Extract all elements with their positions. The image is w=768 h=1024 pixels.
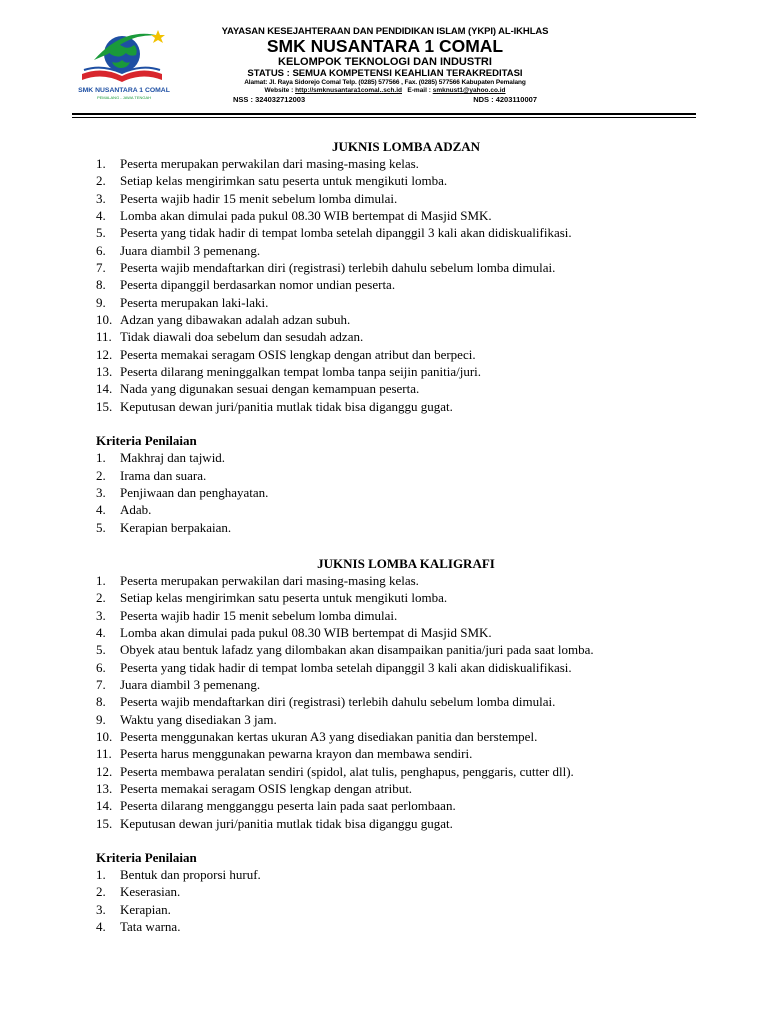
list-item-text: Peserta yang tidak hadir di tempat lomba setelah dipanggil 3 kali akan didiskualifikasi. — [120, 225, 572, 241]
list-item-number: 9. — [96, 711, 106, 727]
list-item-text: Juara diambil 3 pemenang. — [120, 242, 261, 258]
list-item-number: 3. — [96, 901, 106, 917]
list-item — [96, 449, 716, 466]
list-item-text: Peserta wajib hadir 15 menit sebelum lomba dimulai. — [120, 607, 398, 623]
school-name: SMK NUSANTARA 1 COMAL — [266, 36, 504, 56]
list-item — [96, 901, 716, 918]
list-item-text: Keputusan dewan juri/panitia mutlak tidak bisa diganggu gugat. — [120, 398, 453, 414]
list-item-number: 1. — [96, 867, 106, 883]
list-item-number: 3. — [96, 607, 106, 623]
list-item-text: Peserta harus menggunakan pewarna krayon dan membawa sendiri. — [120, 746, 473, 762]
email-label: E-mail : — [402, 87, 433, 94]
list-item — [96, 484, 716, 501]
logo-text: SMK NUSANTARA 1 COMAL — [78, 87, 170, 94]
list-item-text: Bentuk dan proporsi huruf. — [120, 867, 261, 883]
list-item-number: 8. — [96, 694, 106, 710]
list-item — [96, 207, 716, 224]
letterhead-rule-thin — [72, 117, 696, 118]
list-item-number: 3. — [96, 484, 106, 500]
list-item — [96, 866, 716, 883]
adzan-title: JUKNIS LOMBA ADZAN — [331, 139, 481, 154]
star-icon — [151, 30, 165, 43]
list-item-number: 2. — [96, 590, 106, 606]
list-item-text: Peserta dipanggil berdasarkan nomor undian peserta. — [120, 277, 396, 293]
list-item-number: 1. — [96, 572, 106, 588]
list-item-number: 13. — [96, 364, 113, 380]
letterhead — [175, 26, 595, 104]
list-item-number: 12. — [96, 763, 113, 779]
list-item-text: Penjiwaan dan penghayatan. — [120, 484, 269, 500]
letterhead-rule-thick — [72, 113, 696, 115]
list-item-text: Keputusan dewan juri/panitia mutlak tidak bisa diganggu gugat. — [120, 815, 453, 831]
list-item — [96, 624, 716, 641]
list-item-text: Tidak diawali doa sebelum dan sesudah adzan. — [120, 329, 364, 345]
list-item — [96, 745, 716, 762]
list-item-text: Lomba akan dimulai pada pukul 08.30 WIB bertempat di Masjid SMK. — [120, 624, 492, 640]
list-item-number: 4. — [96, 919, 106, 935]
list-item-text: Peserta wajib hadir 15 menit sebelum lomba dimulai. — [120, 190, 398, 206]
list-item — [96, 398, 716, 415]
list-item-number: 15. — [96, 815, 113, 831]
adzan-criteria-title: Kriteria Penilaian — [96, 433, 197, 449]
list-item-number: 6. — [96, 242, 106, 258]
list-item — [96, 224, 716, 241]
list-item-text: Irama dan suara. — [120, 467, 207, 483]
logo-subtext: PEMALANG - JAWA TENGAH — [96, 95, 152, 100]
list-item-text: Peserta memakai seragam OSIS lengkap dengan atribut dan berpeci. — [120, 346, 476, 362]
list-item-number: 4. — [96, 624, 106, 640]
list-item-text: Obyek atau bentuk lafadz yang dilombakan akan disampaikan panitia/juri pada saat lomba. — [120, 642, 594, 658]
accreditation-status: STATUS : SEMUA KOMPETENSI KEAHLIAN TERAKREDITASI — [247, 68, 523, 79]
list-item-number: 11. — [96, 329, 112, 345]
adzan-rules-list — [96, 155, 716, 415]
list-item-number: 2. — [96, 173, 106, 189]
list-item-number: 5. — [96, 519, 106, 535]
list-item-text: Peserta dilarang meninggalkan tempat lomba tanpa seijin panitia/juri. — [120, 364, 482, 380]
school-logo — [72, 24, 176, 104]
list-item-number: 4. — [96, 502, 106, 518]
website-label: Website : — [264, 87, 296, 94]
nss-number: NSS : 324032712003 — [233, 95, 306, 104]
list-item-number: 4. — [96, 208, 106, 224]
list-item-text: Peserta merupakan perwakilan dari masing-masing kelas. — [120, 156, 419, 171]
school-group: KELOMPOK TEKNOLOGI DAN INDUSTRI — [278, 56, 492, 68]
list-item — [96, 728, 716, 745]
list-item — [96, 711, 716, 728]
list-item-text: Waktu yang disediakan 3 jam. — [120, 711, 277, 727]
list-item-number: 14. — [96, 798, 113, 814]
list-item-text: Nada yang digunakan sesuai dengan kemampuan peserta. — [120, 381, 420, 397]
list-item — [96, 641, 716, 658]
list-item-number: 11. — [96, 746, 112, 762]
list-item — [96, 659, 716, 676]
list-item — [96, 380, 716, 397]
list-item-text: Peserta membawa peralatan sendiri (spidol, alat tulis, penghapus, penggaris, cutter dll). — [120, 763, 574, 779]
kaligrafi-criteria-list — [96, 866, 716, 935]
foundation-name: YAYASAN KESEJAHTERAAN DAN PENDIDIKAN ISLAM (YKPI) AL-IKHLAS — [221, 26, 549, 37]
list-item-text: Peserta yang tidak hadir di tempat lomba setelah dipanggil 3 kali akan didiskualifikasi. — [120, 659, 572, 675]
school-address: Alamat: Jl. Raya Sidorejo Comal Telp. (0285) 577566 , Fax. (0285) 577566 Kabupaten Pemalang — [244, 79, 526, 86]
list-item-number: 7. — [96, 676, 106, 692]
nds-number: NDS : 4203110007 — [473, 95, 537, 104]
list-item-text: Keserasian. — [120, 884, 181, 900]
list-item-number: 14. — [96, 381, 113, 397]
list-item-text: Peserta dilarang mengganggu peserta lain pada saat perlombaan. — [120, 798, 456, 814]
list-item-number: 6. — [96, 659, 106, 675]
list-item-number: 8. — [96, 277, 106, 293]
list-item-text: Peserta merupakan perwakilan dari masing-masing kelas. — [120, 572, 419, 588]
list-item-text: Makhraj dan tajwid. — [120, 450, 226, 466]
list-item-number: 12. — [96, 346, 113, 362]
list-item-text: Setiap kelas mengirimkan satu peserta untuk mengikuti lomba. — [120, 173, 448, 189]
list-item — [96, 172, 716, 189]
list-item — [96, 311, 716, 328]
list-item — [96, 589, 716, 606]
list-item-number: 5. — [96, 642, 106, 658]
kaligrafi-rules-list — [96, 572, 716, 832]
list-item-number: 10. — [96, 728, 113, 744]
list-item-number: 13. — [96, 781, 113, 796]
kaligrafi-title: JUKNIS LOMBA KALIGRAFI — [317, 555, 495, 571]
list-item-text: Peserta menggunakan kertas ukuran A3 yang disediakan panitia dan berstempel. — [120, 728, 538, 744]
list-item-text: Adab. — [120, 502, 152, 518]
list-item — [96, 363, 716, 380]
list-item — [96, 259, 716, 276]
list-item — [96, 294, 716, 311]
adzan-criteria-list — [96, 449, 716, 536]
list-item-number: 1. — [96, 450, 106, 466]
list-item — [96, 815, 716, 832]
list-item-text: Tata warna. — [120, 919, 181, 935]
list-item-text: Peserta wajib mendaftarkan diri (registrasi) terlebih dahulu sebelum lomba dimulai. — [120, 260, 556, 276]
list-item-number: 9. — [96, 294, 106, 310]
list-item — [96, 607, 716, 624]
list-item-number: 10. — [96, 312, 113, 328]
list-item-number: 2. — [96, 467, 106, 483]
list-item-text: Kerapian berpakaian. — [120, 519, 232, 535]
list-item-number: 3. — [96, 190, 106, 206]
list-item — [96, 328, 716, 345]
list-item — [96, 693, 716, 710]
list-item-text: Adzan yang dibawakan adalah adzan subuh. — [120, 312, 351, 328]
website-link[interactable]: http://smknusantara1comal..sch.id — [295, 87, 402, 94]
list-item-number: 5. — [96, 225, 106, 241]
list-item-number: 7. — [96, 260, 106, 276]
list-item — [96, 467, 716, 484]
list-item — [96, 797, 716, 814]
list-item-number: 15. — [96, 398, 113, 414]
list-item — [96, 780, 716, 797]
list-item-text: Juara diambil 3 pemenang. — [120, 676, 261, 692]
list-item — [96, 190, 716, 207]
list-item — [96, 676, 716, 693]
list-item-text: Peserta merupakan laki-laki. — [120, 294, 269, 310]
list-item-text: Kerapian. — [120, 901, 171, 917]
list-item — [96, 346, 716, 363]
list-item-text: Peserta wajib mendaftarkan diri (registrasi) terlebih dahulu sebelum lomba dimulai. — [120, 694, 556, 710]
contact-line — [175, 87, 595, 95]
list-item-number: 1. — [96, 156, 106, 171]
list-item — [96, 763, 716, 780]
list-item — [96, 918, 716, 935]
list-item-text: Peserta memakai seragam OSIS lengkap dengan atribut. — [120, 781, 413, 796]
list-item — [96, 501, 716, 518]
document-body — [96, 138, 716, 935]
list-item — [96, 242, 716, 259]
list-item — [96, 276, 716, 293]
list-item — [96, 883, 716, 900]
email-link[interactable]: smknust1@yahoo.co.id — [432, 87, 506, 94]
list-item-text: Setiap kelas mengirimkan satu peserta untuk mengikuti lomba. — [120, 590, 448, 606]
list-item — [96, 519, 716, 536]
school-ids — [175, 95, 595, 104]
kaligrafi-criteria-title: Kriteria Penilaian — [96, 850, 197, 866]
list-item — [96, 572, 716, 589]
list-item-number: 2. — [96, 884, 106, 900]
list-item — [96, 155, 716, 172]
list-item-text: Lomba akan dimulai pada pukul 08.30 WIB bertempat di Masjid SMK. — [120, 208, 492, 224]
